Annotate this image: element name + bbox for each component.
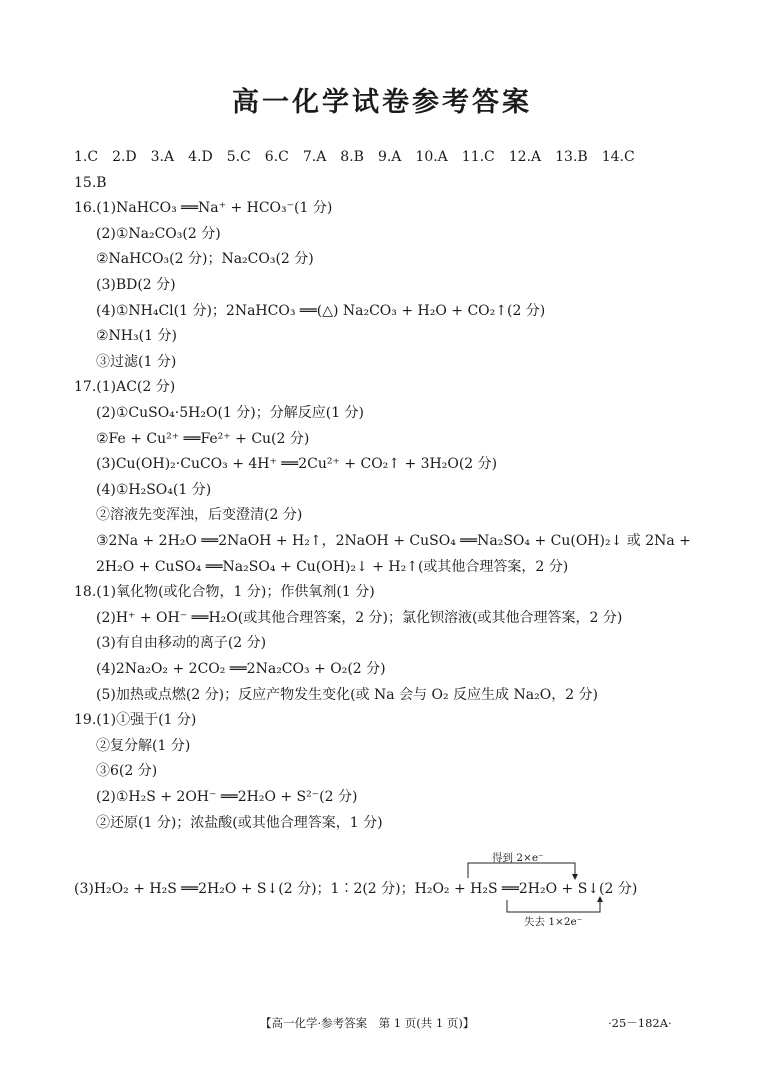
answer-line: ②NaHCO₃(2 分)；Na₂CO₃(2 分) — [96, 251, 314, 267]
answer-line: 19.(1)①强于(1 分) — [74, 712, 197, 728]
answer-line: (2)①H₂S + 2OH⁻ ══2H₂O + S²⁻(2 分) — [96, 789, 358, 805]
answer-line: 16.(1)NaHCO₃ ══Na⁺ + HCO₃⁻(1 分) — [74, 200, 333, 216]
answer-line: (2)H⁺ + OH⁻ ══H₂O(或其他合理答案，2 分)；氯化钡溶液(或其他合理答案，2 分) — [96, 610, 623, 626]
page-title: 高一化学试卷参考答案 — [232, 87, 532, 118]
answer-line: 15.B — [74, 175, 107, 191]
answer-line: ②Fe + Cu²⁺ ══Fe²⁺ + Cu(2 分) — [96, 431, 310, 447]
answer-line: (4)①H₂SO₄(1 分) — [96, 482, 212, 498]
answer-line: ②溶液先变浑浊，后变澄清(2 分) — [96, 507, 303, 523]
answer-line: 18.(1)氧化物(或化合物，1 分)；作供氧剂(1 分) — [74, 584, 375, 600]
answer-line: (2)①Na₂CO₃(2 分) — [96, 226, 221, 242]
answer-line: (5)加热或点燃(2 分)；反应产物发生变化(或 Na 会与 O₂ 反应生成 Na₂O，2 分) — [96, 687, 599, 703]
answer-line: ②还原(1 分)；浓盐酸(或其他合理答案，1 分) — [96, 815, 383, 831]
answer-line: 2H₂O + CuSO₄ ══Na₂SO₄ + Cu(OH)₂↓ + H₂↑(或其他合理答案，2 分) — [96, 559, 569, 575]
gain-electrons-label: 得到 2×e⁻ — [492, 852, 544, 864]
loss-bracket — [507, 900, 600, 912]
answer-line-19-3: (3)H₂O₂ + H₂S ══2H₂O + S↓(2 分)；1∶2(2 分)；H₂O₂ + H₂S ══2H₂O + S↓(2 分) — [74, 881, 638, 897]
answer-line: (4)2Na₂O₂ + 2CO₂ ══2Na₂CO₃ + O₂(2 分) — [96, 661, 386, 677]
answer-line: ③2Na + 2H₂O ══2NaOH + H₂↑，2NaOH + CuSO₄ ══Na₂SO₄ + Cu(OH)₂↓ 或 2Na + — [96, 533, 691, 549]
answer-line: ③6(2 分) — [96, 763, 158, 779]
answer-line: ②NH₃(1 分) — [96, 328, 177, 344]
footer-page-info: 【高一化学·参考答案 第 1 页(共 1 页)】 — [260, 1016, 475, 1030]
answer-line: 1.C 2.D 3.A 4.D 5.C 6.C 7.A 8.B 9.A 10.A 11.C 12.A 13.B 14.C — [74, 149, 635, 165]
footer-exam-code: ·25－182A· — [608, 1016, 672, 1030]
answer-line: (3)BD(2 分) — [96, 277, 176, 293]
answer-line: ②复分解(1 分) — [96, 738, 191, 754]
answer-line: (3)Cu(OH)₂·CuCO₃ + 4H⁺ ══2Cu²⁺ + CO₂↑ + 3H₂O(2 分) — [96, 456, 498, 472]
answer-line: (2)①CuSO₄·5H₂O(1 分)；分解反应(1 分) — [96, 405, 365, 421]
answer-line: 17.(1)AC(2 分) — [74, 379, 176, 395]
answer-line: (3)有自由移动的离子(2 分) — [96, 635, 267, 651]
gain-bracket — [468, 863, 575, 878]
answer-line: ③过滤(1 分) — [96, 354, 177, 370]
loss-electrons-label: 失去 1×2e⁻ — [524, 916, 583, 928]
answer-line: (4)①NH₄Cl(1 分)；2NaHCO₃ ══(△) Na₂CO₃ + H₂O + CO₂↑(2 分) — [96, 303, 546, 319]
